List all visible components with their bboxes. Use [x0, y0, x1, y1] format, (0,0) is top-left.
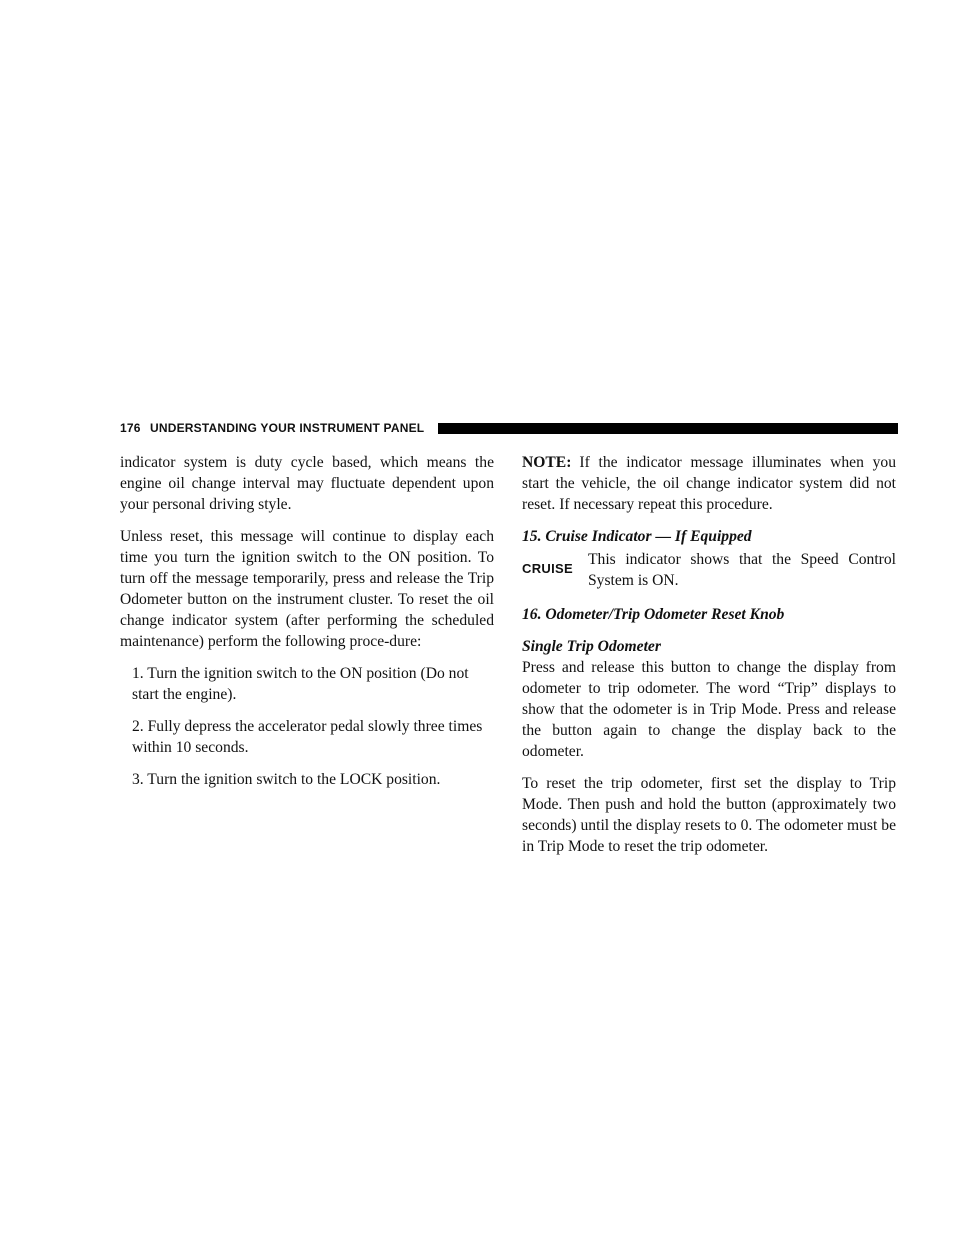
step-3: 3. Turn the ignition switch to the LOCK position.	[132, 771, 441, 788]
step-2: 2. Fully depress the accelerator pedal slowly three times within 10 seconds.	[132, 718, 483, 756]
paragraph-trip-display: Press and release this button to change the display from odometer to trip odometer. The word “Trip” displays to show that the odometer is in Trip Mode. Press and release the button again to change the display back to the odometer.	[522, 659, 896, 760]
heading-cruise-indicator: 15. Cruise Indicator — If Equipped	[522, 528, 752, 545]
paragraph-trip-reset: To reset the trip odometer, first set the display to Trip Mode. Then push and hold the button (approximately two seconds) until the display resets to 0. The odometer must be in Trip Mode to reset the trip odometer.	[522, 775, 896, 855]
heading-odometer-reset-knob: 16. Odometer/Trip Odometer Reset Knob	[522, 606, 785, 623]
left-column	[120, 452, 494, 801]
section-title: UNDERSTANDING YOUR INSTRUMENT PANEL	[150, 421, 425, 435]
note-text: If the indicator message illuminates when you start the vehicle, the oil change indicator system did not reset. If necessary repeat this procedure.	[522, 454, 896, 513]
subheading-single-trip-odometer: Single Trip Odometer	[522, 638, 661, 655]
step-1: 1. Turn the ignition switch to the ON position (Do not start the engine).	[132, 665, 469, 703]
paragraph-duty-cycle: indicator system is duty cycle based, which means the engine oil change interval may fluctuate dependent upon your personal driving style.	[120, 454, 494, 513]
cruise-indicator-row	[522, 549, 896, 591]
page-number: 176	[120, 421, 141, 435]
cruise-description: This indicator shows that the Speed Control System is ON.	[588, 551, 896, 589]
header-rule	[438, 423, 898, 434]
right-column	[522, 452, 896, 868]
page-header	[120, 420, 898, 436]
cruise-icon: CRUISE	[522, 561, 573, 576]
note-paragraph	[522, 452, 896, 515]
note-label: NOTE:	[522, 454, 572, 471]
paragraph-unless-reset: Unless reset, this message will continue to display each time you turn the ignition switch to the ON position. To turn off the message temporarily, press and release the Trip Odometer button on the instrument cluster. To reset the oil change indicator system (after performing the scheduled maintenance) perform the following proce-dure:	[120, 528, 494, 650]
